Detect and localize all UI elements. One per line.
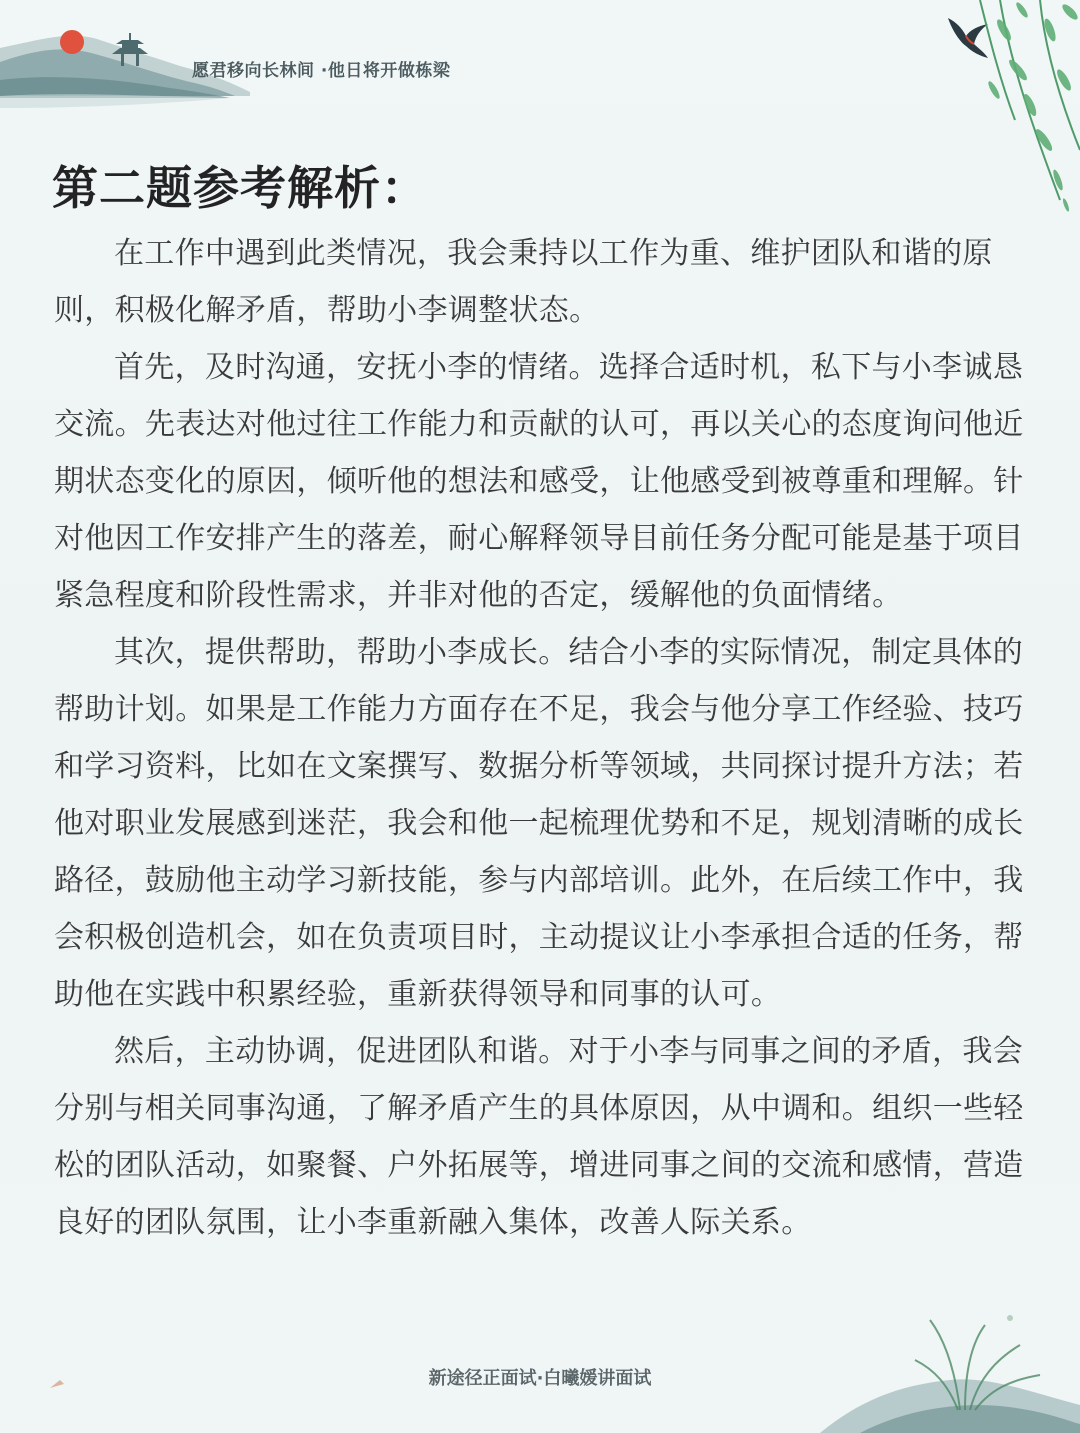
paragraph-intro: 在工作中遇到此类情况，我会秉持以工作为重、维护团队和谐的原则，积极化解矛盾，帮助小李调整状态。 (54, 236, 993, 328)
page-title: 第二题参考解析： (52, 161, 428, 215)
paragraph-third: 然后，主动协调，促进团队和谐。对于小李与同事之间的矛盾，我会分别与相关同事沟通，了解矛盾产生的具体原因，从中调和。组织一些轻松的团队活动，如聚餐、户外拓展等，增进同事之间的交流和感情，营造良好的团队氛围，让小李重新融入集体，改善人际关系。 (54, 1034, 1024, 1240)
paragraph-first: 首先，及时沟通，安抚小李的情绪。选择合适时机，私下与小李诚恳交流。先表达对他过往工作能力和贡献的认可，再以关心的态度询问他近期状态变化的原因，倾听他的想法和感受，让他感受到被尊重和理解。针对他因工作安排产生的落差，耐心解释领导目前任务分配可能是基于项目紧急程度和阶段性需求，并非对他的否定，缓解他的负面情绪。 (54, 350, 1024, 613)
answer-body (54, 225, 1026, 1251)
swallow-bird-icon (948, 18, 988, 58)
paragraph-second: 其次，提供帮助，帮助小李成长。结合小李的实际情况，制定具体的帮助计划。如果是工作能力方面存在不足，我会与他分享工作经验、技巧和学习资料，比如在文案撰写、数据分析等领域，共同探讨提升方法；若他对职业发展感到迷茫，我会和他一起梳理优势和不足，规划清晰的成长路径，鼓励他主动学习新技能，参与内部培训。此外，在后续工作中，我会积极创造机会，如在负责项目时，主动提议让小李承担合适的任务，帮助他在实践中积累经验，重新获得领导和同事的认可。 (54, 635, 1024, 1012)
sun-icon (60, 30, 84, 54)
footer-signature: 新途径正面试·白曦媛讲面试 (428, 1368, 652, 1389)
header-motto: 愿君移向长林间 ·他日将开做栋梁 (192, 61, 451, 81)
